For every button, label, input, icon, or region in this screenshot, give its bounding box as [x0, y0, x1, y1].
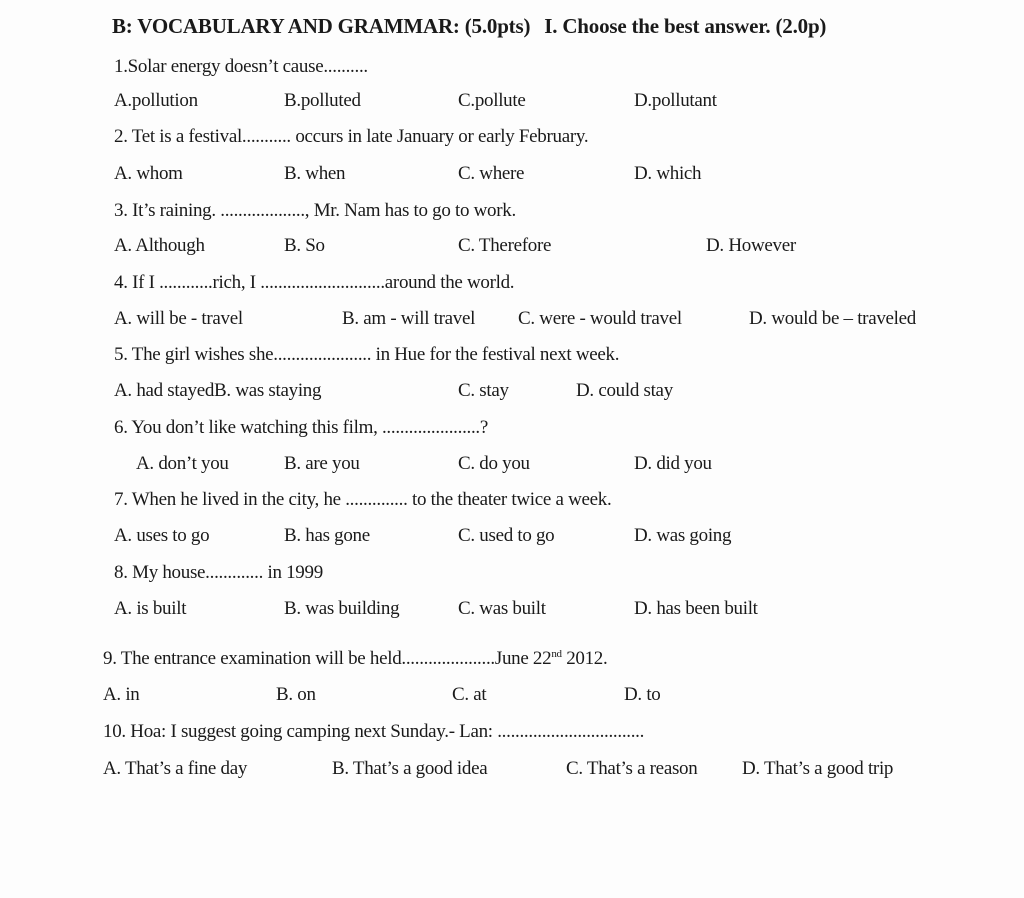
question-7-option-d[interactable]: D. was going — [634, 525, 732, 546]
question-3-option-a[interactable]: A. Although — [114, 235, 205, 256]
question-9-option-b[interactable]: B. on — [276, 684, 316, 705]
question-3-text: 3. It’s raining. ..................., Mr. Nam has to go to work. — [114, 200, 516, 221]
question-3-option-d[interactable]: D. However — [706, 235, 796, 256]
question-8-option-b[interactable]: B. was building — [284, 598, 400, 619]
question-7-option-b[interactable]: B. has gone — [284, 525, 370, 546]
question-1-option-d[interactable]: D.pollutant — [634, 90, 717, 111]
question-5-text: 5. The girl wishes she...................... in Hue for the festival next week. — [114, 344, 620, 365]
question-1-option-a[interactable]: A.pollution — [114, 90, 198, 111]
question-6-option-b[interactable]: B. are you — [284, 453, 360, 474]
question-3-option-c[interactable]: C. Therefore — [458, 235, 552, 256]
question-4-option-b[interactable]: B. am - will travel — [342, 308, 476, 329]
question-1-option-b[interactable]: B.polluted — [284, 90, 361, 111]
section-title: B: VOCABULARY AND GRAMMAR: (5.0pts) — [112, 14, 531, 38]
question-5-option-c[interactable]: C. stay — [458, 380, 509, 401]
question-4-option-a[interactable]: A. will be - travel — [114, 308, 243, 329]
question-3-option-b[interactable]: B. So — [284, 235, 325, 256]
instruction-title: I. Choose the best answer. (2.0p) — [544, 14, 827, 38]
question-7-text: 7. When he lived in the city, he .............. to the theater twice a week. — [114, 489, 612, 510]
question-10-option-a[interactable]: A. That’s a fine day — [103, 758, 248, 779]
question-2-option-b[interactable]: B. when — [284, 163, 346, 184]
question-10-option-c[interactable]: C. That’s a reason — [566, 758, 698, 779]
question-7-option-a[interactable]: A. uses to go — [114, 525, 210, 546]
question-4-text: 4. If I ............rich, I ............................around the world. — [114, 272, 515, 293]
question-1-option-c[interactable]: C.pollute — [458, 90, 526, 111]
question-9-option-d[interactable]: D. to — [624, 684, 661, 705]
question-8-option-a[interactable]: A. is built — [114, 598, 187, 619]
question-6-option-c[interactable]: C. do you — [458, 453, 530, 474]
question-6-option-d[interactable]: D. did you — [634, 453, 712, 474]
question-2-option-a[interactable]: A. whom — [114, 163, 183, 184]
question-9-text-main: 9. The entrance examination will be held.....................June 22 — [103, 648, 552, 669]
question-2-text: 2. Tet is a festival........... occurs in late January or early February. — [114, 126, 589, 147]
question-9-option-c[interactable]: C. at — [452, 684, 487, 705]
question-9-superscript: nd — [551, 648, 562, 660]
question-10-option-d[interactable]: D. That’s a good trip — [742, 758, 894, 779]
question-2-option-d[interactable]: D. which — [634, 163, 702, 184]
question-4-option-c[interactable]: C. were - would travel — [518, 308, 682, 329]
question-8-text: 8. My house............. in 1999 — [114, 562, 323, 583]
question-6-text: 6. You don’t like watching this film, ......................? — [114, 417, 489, 438]
question-9-option-a[interactable]: A. in — [103, 684, 140, 705]
question-10-option-b[interactable]: B. That’s a good idea — [332, 758, 488, 779]
question-6-option-a[interactable]: A. don’t you — [136, 453, 229, 474]
question-2-option-c[interactable]: C. where — [458, 163, 525, 184]
question-7-option-c[interactable]: C. used to go — [458, 525, 555, 546]
question-5-option-d[interactable]: D. could stay — [576, 380, 673, 401]
question-1-text: 1.Solar energy doesn’t cause.......... — [114, 56, 368, 77]
section-header — [112, 14, 826, 39]
question-8-option-d[interactable]: D. has been built — [634, 598, 758, 619]
question-8-option-c[interactable]: C. was built — [458, 598, 546, 619]
question-4-option-d[interactable]: D. would be – traveled — [749, 308, 916, 329]
question-5-option-ab[interactable]: A. had stayedB. was staying — [114, 380, 322, 401]
question-9-text — [103, 648, 607, 670]
question-10-text: 10. Hoa: I suggest going camping next Sunday.- Lan: ................................. — [103, 721, 645, 742]
question-9-text-end: 2012. — [561, 648, 608, 669]
